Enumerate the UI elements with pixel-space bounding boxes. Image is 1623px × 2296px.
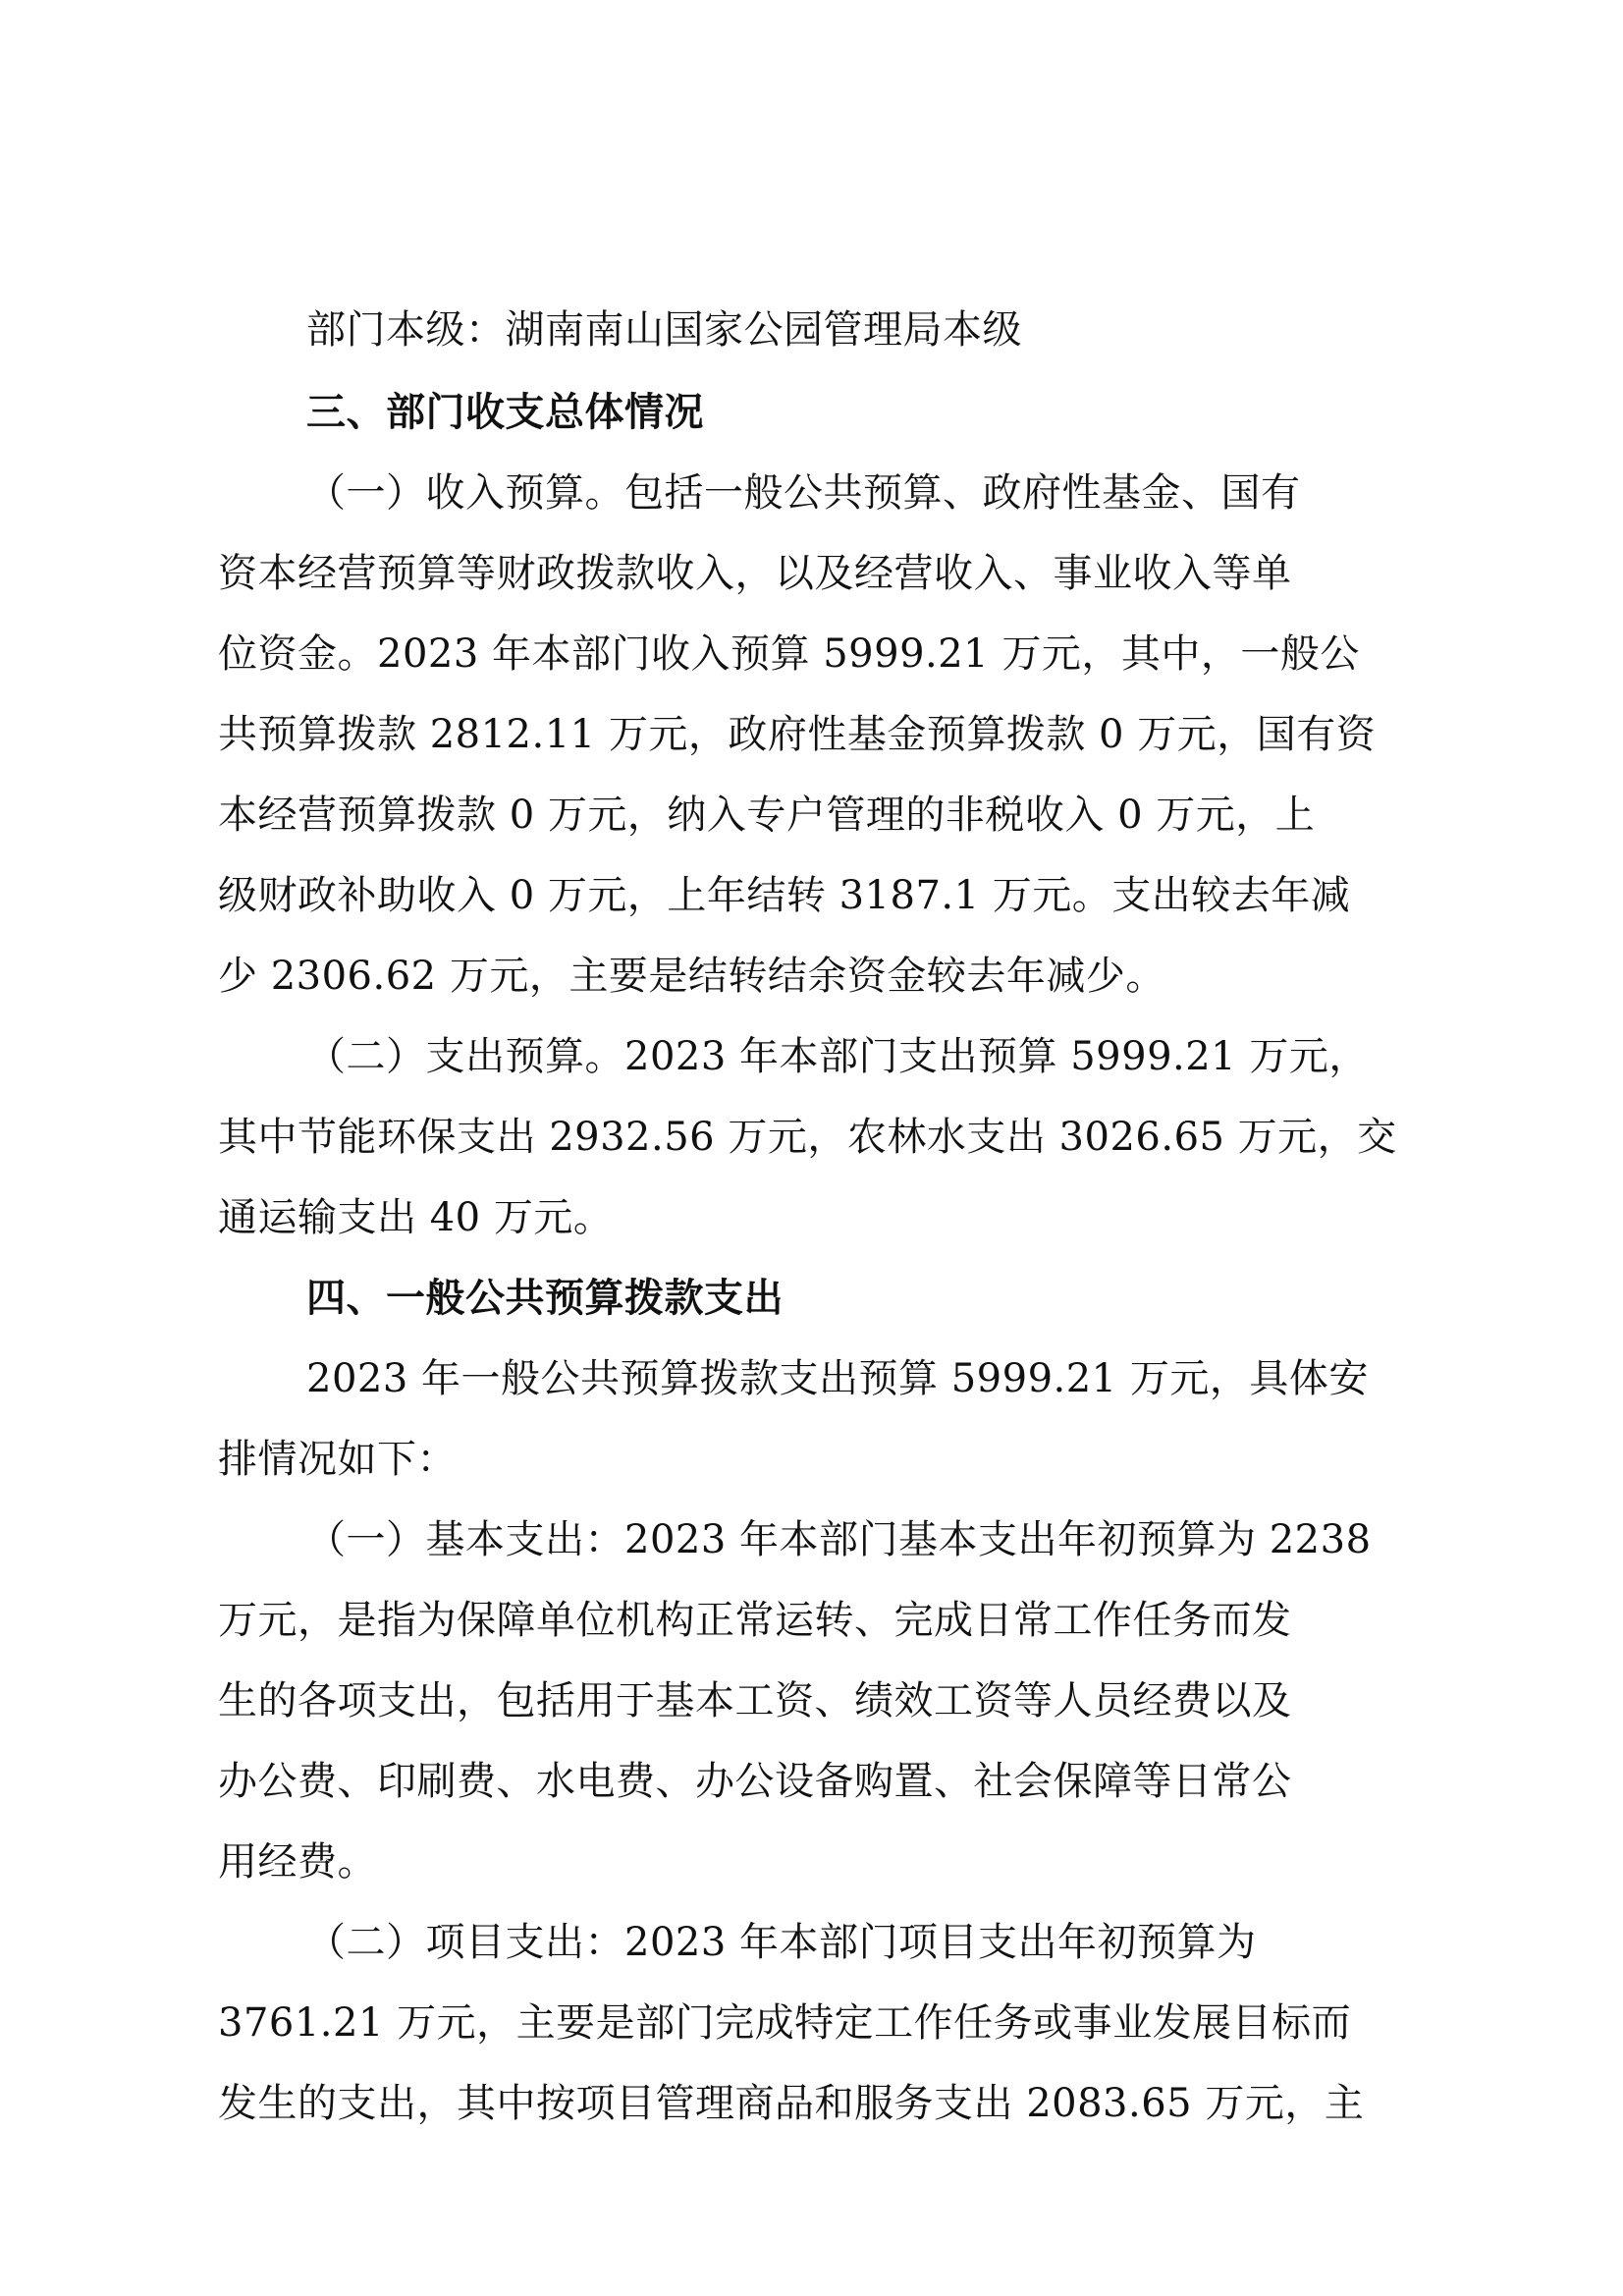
- income-budget-para-line-5: 本经营预算拨款 0 万元，纳入专户管理的非税收入 0 万元，上: [218, 793, 1316, 838]
- income-budget-para-line-6: 级财政补助收入 0 万元，上年结转 3187.1 万元。支出较去年减: [218, 873, 1351, 918]
- expense-budget-para-line-2: 其中节能环保支出 2932.56 万元，农林水支出 3026.65 万元，交: [218, 1115, 1397, 1160]
- income-budget-para-line-7: 少 2306.62 万元，主要是结转结余资金较去年减少。: [218, 954, 1165, 999]
- basic-expense-para-line-1: （一）基本支出：2023 年本部门基本支出年初预算为 2238: [306, 1517, 1372, 1562]
- expense-budget-para-line-1: （二）支出预算。2023 年本部门支出预算 5999.21 万元，: [306, 1034, 1369, 1079]
- project-expense-para-line-3: 发生的支出，其中按项目管理商品和服务支出 2083.65 万元，主: [218, 2081, 1365, 2126]
- section-heading-3: 三、部门收支总体情况: [306, 389, 704, 435]
- project-expense-para-line-1: （二）项目支出：2023 年本部门项目支出年初预算为: [306, 1920, 1257, 1965]
- basic-expense-para-line-3: 生的各项支出，包括用于基本工资、绩效工资等人员经费以及: [218, 1678, 1292, 1723]
- general-budget-para-line-1: 2023 年一般公共预算拨款支出预算 5999.21 万元，具体安: [306, 1356, 1369, 1401]
- income-budget-para-line-3: 位资金。2023 年本部门收入预算 5999.21 万元，其中，一般公: [218, 631, 1360, 677]
- general-budget-para-line-2: 排情况如下：: [218, 1437, 457, 1482]
- unit-level-line: 部门本级：湖南南山国家公园管理局本级: [306, 307, 1022, 353]
- section-heading-4: 四、一般公共预算拨款支出: [306, 1275, 784, 1321]
- expense-budget-para-line-3: 通运输支出 40 万元。: [218, 1195, 614, 1240]
- income-budget-para-line-1: （一）收入预算。包括一般公共预算、政府性基金、国有: [306, 470, 1301, 516]
- basic-expense-para-line-5: 用经费。: [218, 1839, 377, 1885]
- basic-expense-para-line-4: 办公费、印刷费、水电费、办公设备购置、社会保障等日常公: [218, 1759, 1292, 1804]
- income-budget-para-line-4: 共预算拨款 2812.11 万元，政府性基金预算拨款 0 万元，国有资: [218, 712, 1377, 757]
- project-expense-para-line-2: 3761.21 万元，主要是部门完成特定工作任务或事业发展目标而: [218, 2000, 1352, 2046]
- income-budget-para-line-2: 资本经营预算等财政拨款收入，以及经营收入、事业收入等单: [218, 551, 1292, 596]
- basic-expense-para-line-2: 万元，是指为保障单位机构正常运转、完成日常工作任务而发: [218, 1598, 1292, 1643]
